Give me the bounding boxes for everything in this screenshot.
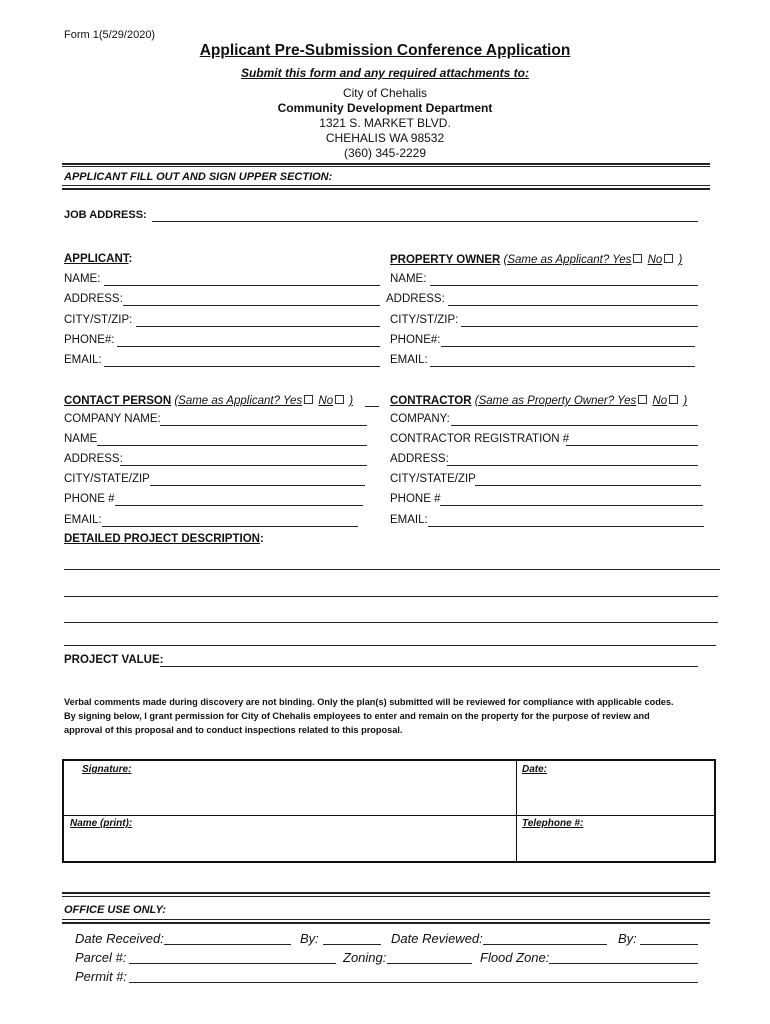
contact-phone-field[interactable] [115,505,363,506]
parcel-label: Parcel #: [75,950,127,965]
owner-city-label: CITY/ST/ZIP: [390,314,459,326]
disclaimer-line: Verbal comments made during discovery are not binding. Only the plan(s) submitted will be reviewed for compliance with applicable codes. [64,697,674,707]
divider [62,919,710,920]
project-description-line[interactable] [64,569,720,570]
contractor-no-checkbox[interactable] [669,395,678,404]
address-phone: (360) 345-2229 [343,146,427,160]
contractor-yes-checkbox[interactable] [638,395,647,404]
applicant-city-field[interactable] [136,326,380,327]
telephone-field[interactable] [520,832,712,860]
divider [62,896,710,897]
divider [62,892,710,894]
contact-email-field[interactable] [102,526,358,527]
owner-phone-field[interactable] [441,346,695,347]
applicant-phone-field[interactable] [117,346,380,347]
job-address-label: JOB ADDRESS: [64,209,147,221]
project-description-line[interactable] [64,622,718,623]
owner-email-field[interactable] [430,366,695,367]
by-field[interactable] [640,944,698,945]
date-label: Date: [522,764,548,775]
parcel-field[interactable] [129,963,336,964]
name-print-label: Name (print): [70,818,133,829]
contractor-email-field[interactable] [428,526,704,527]
owner-email-label: EMAIL: [390,354,428,366]
subtitle: Submit this form and any required attachments to: [240,66,530,80]
contact-address-label: ADDRESS: [64,453,123,465]
contractor-address-field[interactable] [447,465,698,466]
divider [64,815,714,816]
by-label: By: [300,931,319,946]
contractor-registration-label: CONTRACTOR REGISTRATION # [390,433,570,445]
zoning-field[interactable] [387,963,472,964]
telephone-label: Telephone #: [522,818,584,829]
date-reviewed-label: Date Reviewed: [391,931,483,946]
applicant-email-field[interactable] [104,366,380,367]
office-use-header: OFFICE USE ONLY: [64,904,166,916]
signature-field[interactable] [66,778,512,812]
contractor-city-field[interactable] [475,485,701,486]
applicant-name-field[interactable] [104,285,380,286]
owner-address-field[interactable] [448,305,698,306]
divider [365,406,379,407]
divider [62,163,710,165]
contact-no-checkbox[interactable] [335,395,344,404]
form-id: Form 1(5/29/2020) [64,29,156,41]
flood-zone-label: Flood Zone: [480,950,550,965]
divider [62,166,710,167]
name-print-field[interactable] [66,832,512,860]
date-reviewed-field[interactable] [483,944,607,945]
flood-zone-field[interactable] [549,963,698,964]
contact-name-label: NAME [64,433,98,445]
contact-name-field[interactable] [97,445,367,446]
contact-company-field[interactable] [160,425,367,426]
contractor-email-label: EMAIL: [390,514,428,526]
owner-yes-checkbox[interactable] [633,254,642,263]
applicant-address-field[interactable] [123,305,380,306]
owner-heading: PROPERTY OWNER (Same as Applicant? Yes No ) [390,254,683,266]
permit-field[interactable] [129,982,698,983]
project-description-line[interactable] [64,596,718,597]
project-value-label: PROJECT VALUE: [64,654,164,666]
date-field[interactable] [520,778,712,812]
by-label: By: [618,931,637,946]
contractor-company-label: COMPANY: [390,413,450,425]
contact-address-field[interactable] [120,465,367,466]
section-header: APPLICANT FILL OUT AND SIGN UPPER SECTION: [64,171,333,183]
contact-city-field[interactable] [150,485,365,486]
owner-name-field[interactable] [430,285,698,286]
address-city: City of Chehalis [342,86,428,100]
page-title: Applicant Pre-Submission Conference Application [199,42,571,59]
contact-yes-checkbox[interactable] [304,395,313,404]
contractor-phone-field[interactable] [440,505,703,506]
signature-label: Signature: [82,764,132,775]
project-description-line[interactable] [64,645,716,646]
address-dept: Community Development Department [277,101,493,115]
job-address-field[interactable] [152,221,698,222]
contact-phone-label: PHONE # [64,493,115,505]
contact-heading: CONTACT PERSON (Same as Applicant? Yes No ) [64,395,354,407]
contact-email-label: EMAIL: [64,514,102,526]
date-received-field[interactable] [164,944,291,945]
owner-name-label: NAME: [390,273,427,285]
applicant-email-label: EMAIL: [64,354,102,366]
contractor-city-label: CITY/STATE/ZIP [390,473,476,485]
applicant-phone-label: PHONE#: [64,334,115,346]
contractor-heading: CONTRACTOR (Same as Property Owner? Yes No ) [390,395,688,407]
disclaimer-line: By signing below, I grant permission for City of Chehalis employees to enter and remain on the property for the purpose of review and [64,711,650,721]
owner-phone-label: PHONE#: [390,334,441,346]
divider [62,922,710,924]
disclaimer-line: approval of this proposal and to conduct inspections related to this proposal. [64,725,403,735]
owner-address-label: ADDRESS: [386,293,445,305]
contact-city-label: CITY/STATE/ZIP [64,473,150,485]
contractor-address-label: ADDRESS: [390,453,449,465]
owner-city-field[interactable] [461,326,698,327]
address-citystate: CHEHALIS WA 98532 [325,131,445,145]
divider [62,188,710,190]
divider [62,185,710,186]
address-street: 1321 S. MARKET BLVD. [319,116,451,130]
date-received-label: Date Received: [75,931,164,946]
divider [516,761,517,861]
applicant-city-label: CITY/ST/ZIP: [64,314,133,326]
project-value-field[interactable] [160,666,698,667]
contractor-registration-field[interactable] [566,445,698,446]
zoning-label: Zoning: [343,950,387,965]
contractor-company-field[interactable] [451,425,698,426]
by-field[interactable] [323,944,381,945]
applicant-heading: APPLICANT: [64,253,133,265]
permit-label: Permit #: [75,969,128,984]
contact-company-label: COMPANY NAME: [64,413,161,425]
applicant-name-label: NAME: [64,273,101,285]
contractor-phone-label: PHONE # [390,493,441,505]
owner-no-checkbox[interactable] [664,254,673,263]
project-description-label: DETAILED PROJECT DESCRIPTION: [64,533,264,545]
applicant-address-label: ADDRESS: [64,293,123,305]
